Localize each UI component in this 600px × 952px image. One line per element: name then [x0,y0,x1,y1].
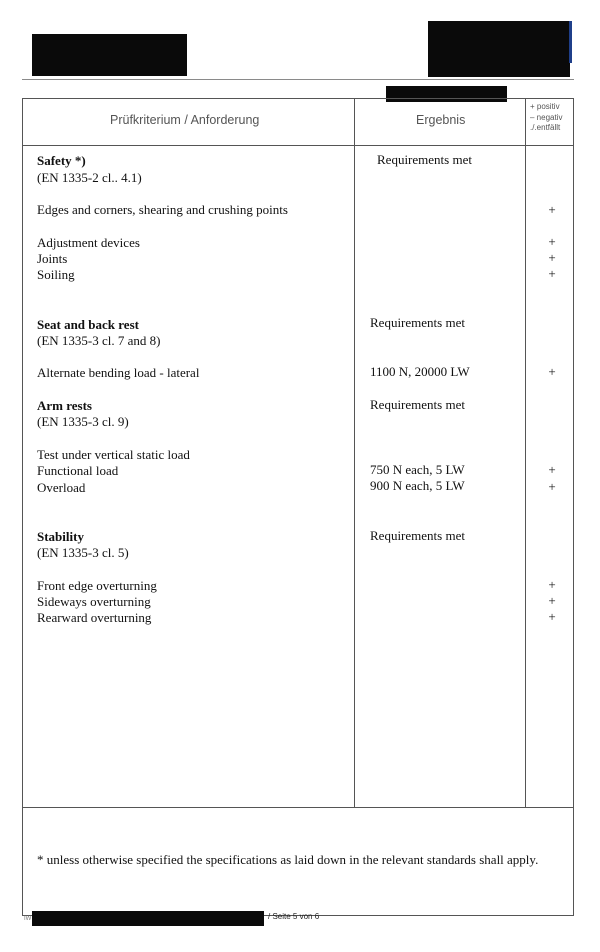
section-title-arm: Arm rests [37,398,92,413]
footnote: * unless otherwise specified the specifications as laid down in the relevant standards shall apply. [37,852,539,867]
rating-bending-load: + [548,364,556,379]
redacted-footer [32,911,264,926]
section-result-seat: Requirements met [370,315,465,330]
legend-negative: – negativ [530,112,563,122]
criterion-bending-load: Alternate bending load - lateral [37,365,200,380]
legend-positive: + positiv [530,102,560,111]
criterion-functional-load: Functional load [37,463,119,478]
rating-functional-load: + [548,462,556,477]
criterion-adjustment: Adjustment devices [37,235,140,250]
section-standard-stability: (EN 1335-3 cl. 5) [37,545,129,560]
section-title-stability: Stability [37,529,84,544]
rating-front-edge: + [548,577,556,592]
column-header-result: Ergebnis [416,113,466,127]
rating-edges: + [548,202,556,217]
page-number: / Seite 5 von 6 [268,912,320,921]
redacted-logo-right [428,21,570,77]
results-table [22,98,574,916]
rating-rearward: + [548,609,556,624]
criterion-rearward: Rearward overturning [37,610,152,625]
legend-not-applicable: ./.entfällt [530,123,561,132]
footer-fragment: IW [24,916,32,922]
section-standard-safety: (EN 1335-2 cl.. 4.1) [37,170,142,185]
rating-overload: + [548,479,556,494]
header-rule [22,79,574,80]
criterion-joints: Joints [37,251,68,266]
column-header-criterion: Prüfkriterium / Anforderung [110,113,260,127]
rating-soiling: + [548,266,556,281]
criterion-overload: Overload [37,480,86,495]
redacted-logo-left [32,34,187,76]
criterion-front-edge: Front edge overturning [37,578,157,593]
logo-accent [569,21,572,63]
section-title-seat: Seat and back rest [37,317,139,332]
rating-sideways: + [548,593,556,608]
rating-adjustment: + [548,234,556,249]
value-functional-load: 750 N each, 5 LW [370,462,465,477]
criterion-static-load-intro: Test under vertical static load [37,447,190,462]
header-divider [22,145,574,146]
criterion-soiling: Soiling [37,267,75,282]
section-standard-seat: (EN 1335-3 cl. 7 and 8) [37,333,161,348]
section-title-safety: Safety *) [37,153,86,168]
section-standard-arm: (EN 1335-3 cl. 9) [37,414,129,429]
section-result-stability: Requirements met [370,528,465,543]
criterion-sideways: Sideways overturning [37,594,151,609]
criterion-edges: Edges and corners, shearing and crushing points [37,202,288,217]
rating-joints: + [548,250,556,265]
footnote-divider [22,807,574,808]
rating-legend [526,102,578,134]
value-bending-load: 1100 N, 20000 LW [370,364,470,379]
section-result-safety: Requirements met [377,152,472,167]
value-overload: 900 N each, 5 LW [370,478,465,493]
section-result-arm: Requirements met [370,397,465,412]
column-divider-1 [354,98,355,808]
